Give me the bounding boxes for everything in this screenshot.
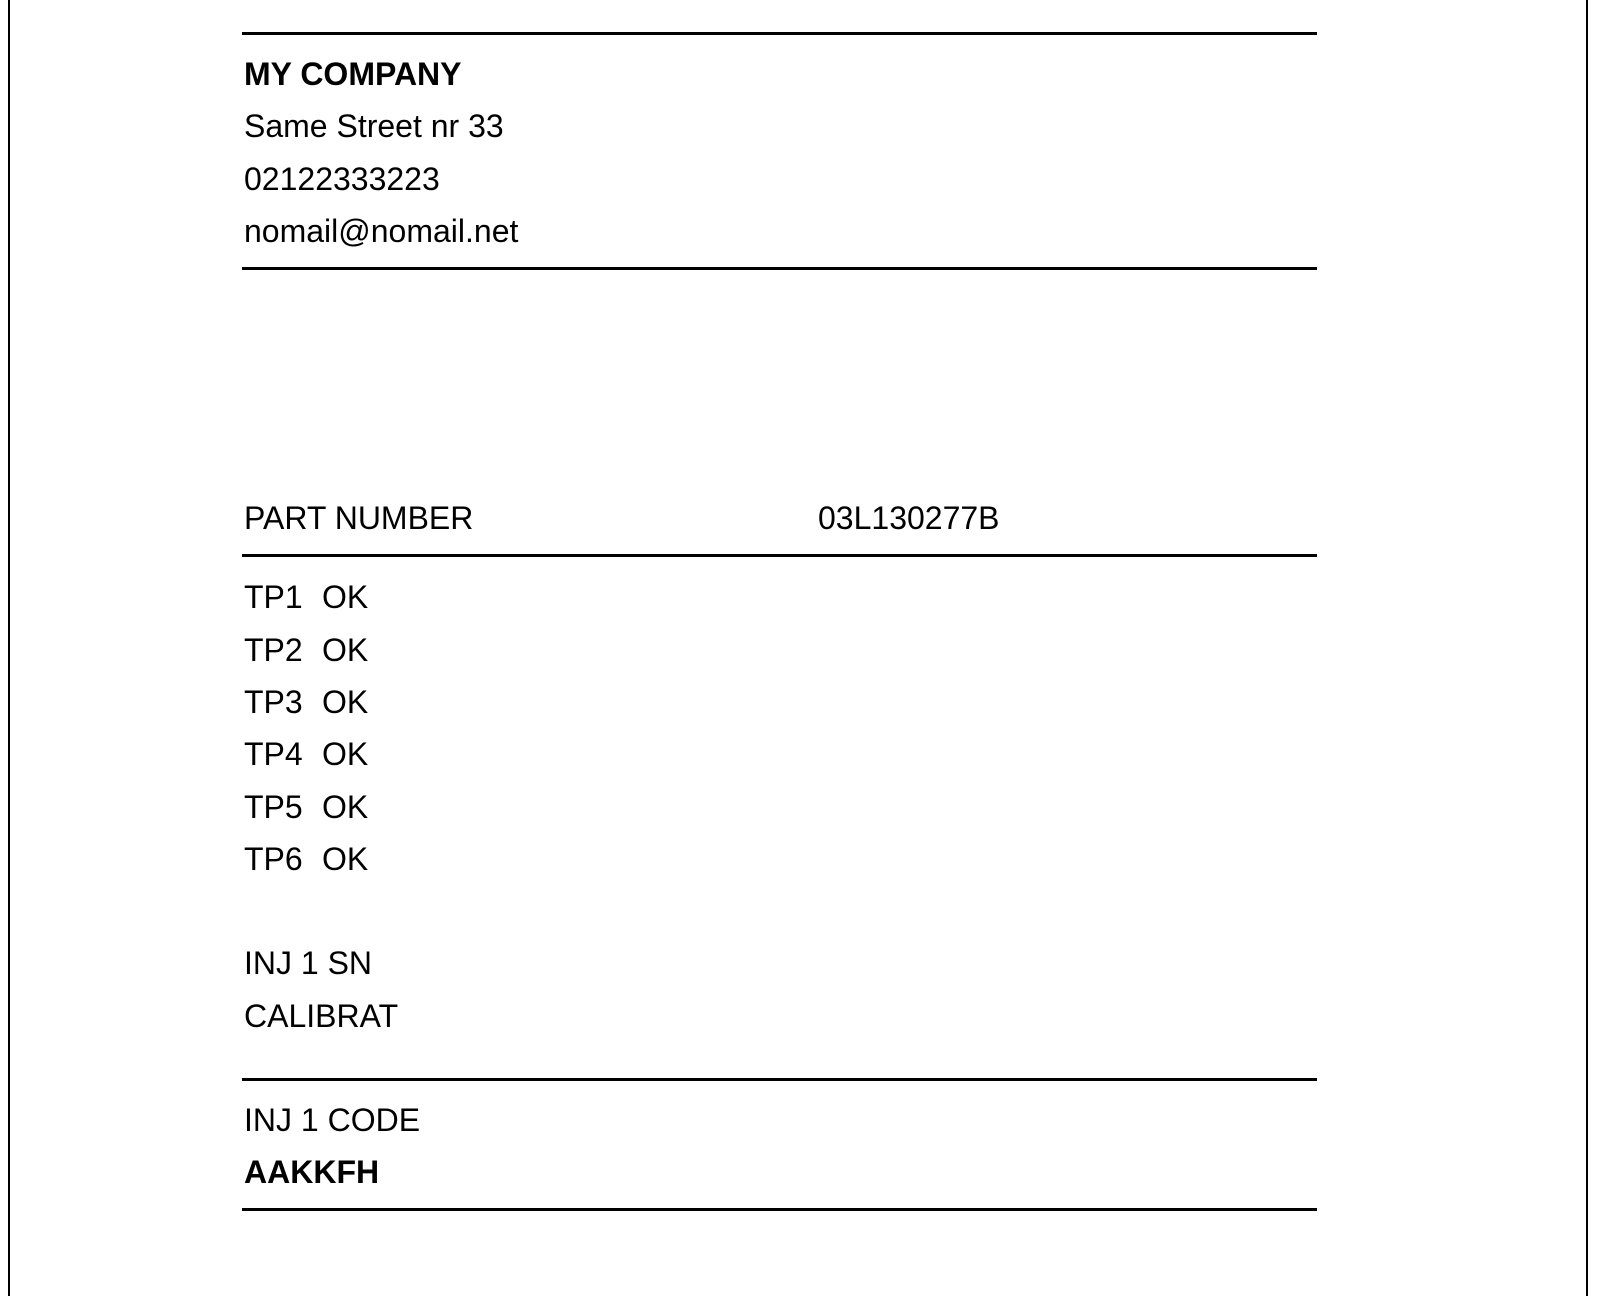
test-label: TP2 [244, 632, 303, 668]
test-status: OK [322, 736, 369, 772]
test-row [244, 735, 368, 773]
injector-code-bottom-rule [242, 1208, 1317, 1211]
test-status: OK [322, 841, 369, 877]
test-row [244, 578, 368, 616]
test-row [244, 631, 368, 669]
test-label: TP3 [244, 684, 303, 720]
test-label: TP4 [244, 736, 303, 772]
test-status: OK [322, 684, 369, 720]
part-number-rule [242, 554, 1317, 557]
test-row [244, 788, 368, 826]
test-label: TP1 [244, 579, 303, 615]
test-label: TP5 [244, 789, 303, 825]
injector-sn-label: INJ 1 SN [244, 945, 373, 981]
part-number-value: 03L130277B [818, 500, 1000, 536]
test-label: TP6 [244, 841, 303, 877]
company-address: Same Street nr 33 [244, 108, 504, 144]
company-name: MY COMPANY [244, 56, 462, 92]
injector-calibration-label: CALIBRAT [244, 998, 399, 1034]
test-row [244, 683, 368, 721]
test-row [244, 840, 368, 878]
injector-code-value: AAKKFH [244, 1154, 380, 1190]
test-status: OK [322, 632, 369, 668]
company-phone: 02122333223 [244, 161, 440, 197]
injector-code-label: INJ 1 CODE [244, 1102, 421, 1138]
header-top-rule [242, 32, 1317, 35]
injector-code-top-rule [242, 1078, 1317, 1081]
part-number-label: PART NUMBER [244, 500, 474, 536]
header-bottom-rule [242, 267, 1317, 270]
test-status: OK [322, 789, 369, 825]
company-email: nomail@nomail.net [244, 213, 519, 249]
test-status: OK [322, 579, 369, 615]
